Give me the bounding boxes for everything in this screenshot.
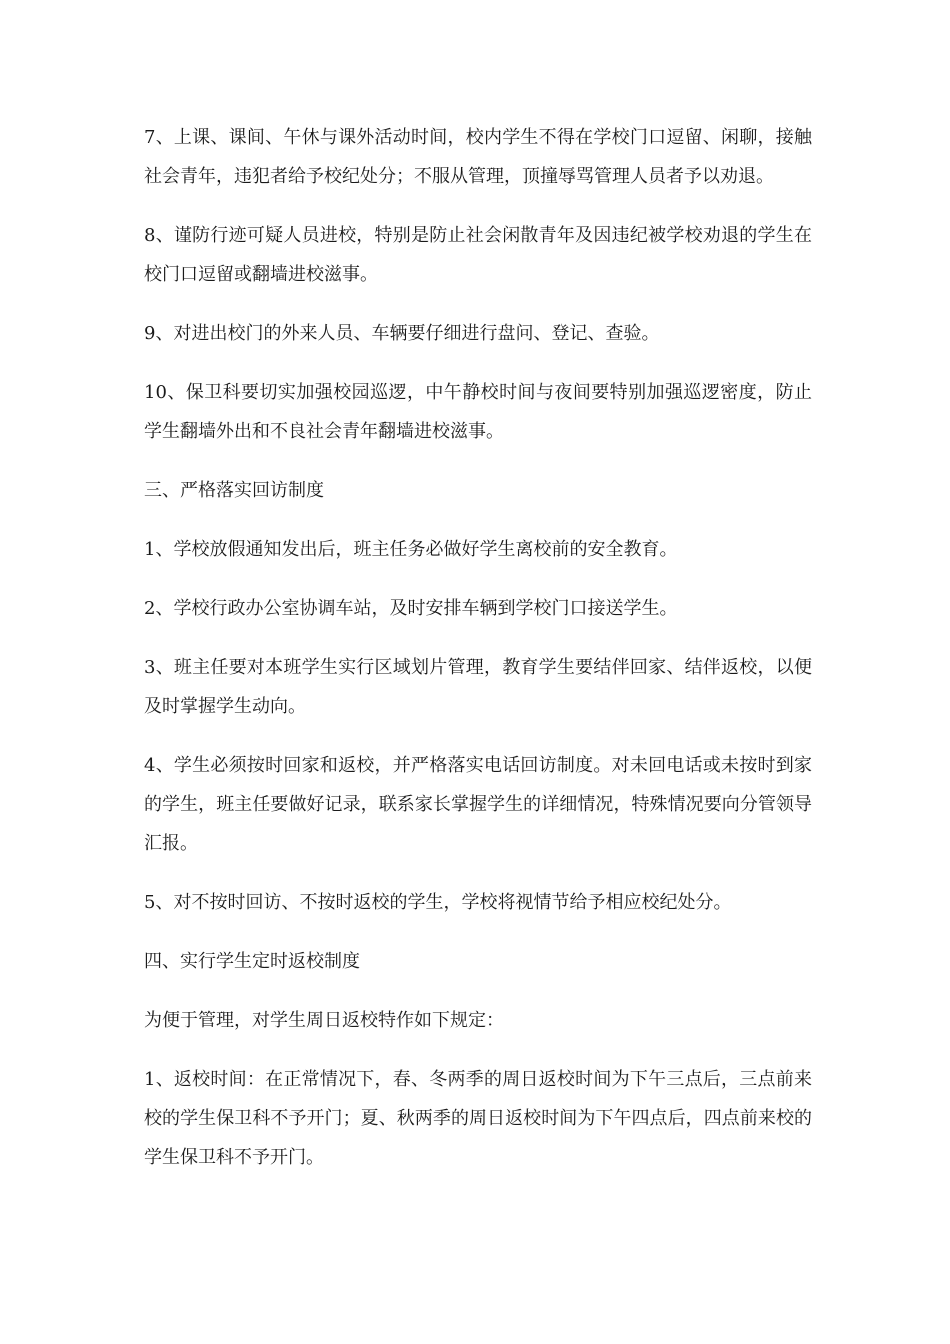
paragraph-rule-7: 7、上课、课间、午休与课外活动时间，校内学生不得在学校门口逗留、闲聊，接触社会青年，违犯者给予校纪处分；不服从管理，顶撞辱骂管理人员者予以劝退。 <box>144 127 812 187</box>
paragraph-intro: 为便于管理，对学生周日返校特作如下规定： <box>144 1010 504 1031</box>
paragraph-return-1: 1、返校时间：在正常情况下，春、冬两季的周日返校时间为下午三点后，三点前来校的学生保卫科不予开门；夏、秋两季的周日返校时间为下午四点后，四点前来校的学生保卫科不予开门。 <box>144 1069 812 1168</box>
document-body <box>144 118 812 1197</box>
section-heading-4: 四、实行学生定时返校制度 <box>144 951 360 972</box>
paragraph-rule-9: 9、对进出校门的外来人员、车辆要仔细进行盘问、登记、查验。 <box>144 323 660 344</box>
paragraph-visit-4: 4、学生必须按时回家和返校，并严格落实电话回访制度。对未回电话或未按时到家的学生，班主任要做好记录，联系家长掌握学生的详细情况，特殊情况要向分管领导汇报。 <box>144 755 812 854</box>
paragraph-rule-8: 8、谨防行迹可疑人员进校，特别是防止社会闲散青年及因违纪被学校劝退的学生在校门口逗留或翻墙进校滋事。 <box>144 225 812 285</box>
paragraph-visit-1: 1、学校放假通知发出后，班主任务必做好学生离校前的安全教育。 <box>144 539 678 560</box>
paragraph-visit-3: 3、班主任要对本班学生实行区域划片管理，教育学生要结伴回家、结伴返校，以便及时掌握学生动向。 <box>144 657 812 717</box>
paragraph-visit-2: 2、学校行政办公室协调车站，及时安排车辆到学校门口接送学生。 <box>144 598 678 619</box>
section-heading-3: 三、严格落实回访制度 <box>144 480 324 501</box>
paragraph-visit-5: 5、对不按时回访、不按时返校的学生，学校将视情节给予相应校纪处分。 <box>144 892 732 913</box>
paragraph-rule-10: 10、保卫科要切实加强校园巡逻，中午静校时间与夜间要特别加强巡逻密度，防止学生翻墙外出和不良社会青年翻墙进校滋事。 <box>144 382 812 442</box>
